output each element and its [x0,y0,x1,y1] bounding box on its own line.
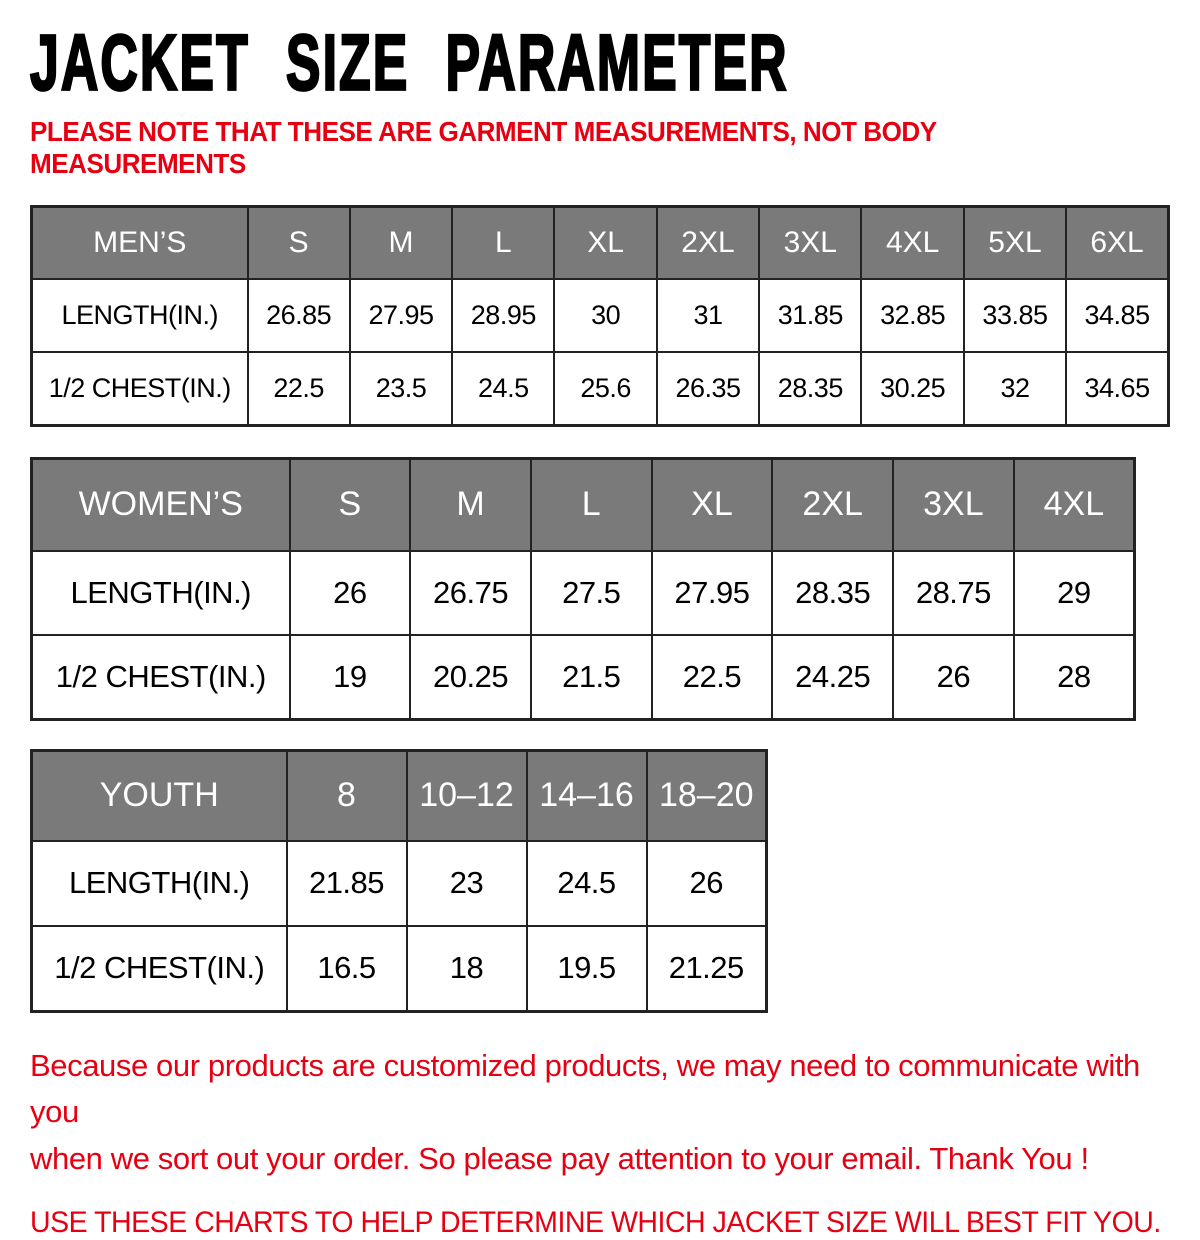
youth-header-row [32,750,767,841]
mens-size-value-cell: 31.85 [759,279,861,352]
mens-size-value-cell: 30 [554,279,656,352]
mens-size-value-cell: 26.85 [248,279,350,352]
mens-size-value-cell: 30.25 [861,352,963,426]
mens-size-table [30,205,1170,427]
customization-notice [30,1043,1170,1183]
youth-measurement-row [32,926,767,1012]
mens-size-column-header: S [248,206,350,279]
youth-size-column-header: 8 [287,750,407,841]
youth-size-value-cell: 21.85 [287,841,407,926]
note-line-1: PLEASE NOTE THAT THESE ARE GARMENT MEASUREMENTS, NOT BODY [30,116,937,147]
mens-size-column-header: 3XL [759,206,861,279]
youth-size-value-cell: 19.5 [527,926,647,1012]
mens-size-value-cell: 34.85 [1066,279,1168,352]
notice-line-1: Because our products are customized products, we may need to communicate with you [30,1047,1140,1130]
womens-size-column-header: S [290,458,411,551]
mens-size-value-cell: 34.65 [1066,352,1168,426]
mens-size-column-header: 6XL [1066,206,1168,279]
mens-size-value-cell: 32 [964,352,1066,426]
womens-size-value-cell: 22.5 [652,635,773,720]
mens-size-value-cell: 27.95 [350,279,452,352]
mens-size-column-header: 2XL [657,206,759,279]
womens-size-value-cell: 26 [893,635,1014,720]
mens-header-row [32,206,1169,279]
mens-measurement-row [32,352,1169,426]
womens-size-value-cell: 28 [1014,635,1135,720]
womens-row-label: LENGTH(IN.) [32,551,290,635]
mens-size-value-cell: 22.5 [248,352,350,426]
womens-size-value-cell: 24.25 [772,635,893,720]
mens-size-value-cell: 31 [657,279,759,352]
womens-size-column-header: 3XL [893,458,1014,551]
mens-size-value-cell: 32.85 [861,279,963,352]
youth-size-column-header: 18–20 [647,750,767,841]
mens-table-title: MEN’S [32,206,248,279]
youth-size-value-cell: 24.5 [527,841,647,926]
youth-measurement-row [32,841,767,926]
youth-table-title: YOUTH [32,750,287,841]
garment-measurement-note [30,116,1090,181]
womens-measurement-row [32,635,1135,720]
mens-size-value-cell: 28.35 [759,352,861,426]
womens-size-column-header: L [531,458,652,551]
mens-size-column-header: L [452,206,554,279]
mens-row-label: LENGTH(IN.) [32,279,248,352]
mens-size-column-header: 4XL [861,206,963,279]
womens-size-value-cell: 29 [1014,551,1135,635]
mens-measurement-row [32,279,1169,352]
youth-size-value-cell: 18 [407,926,527,1012]
womens-header-row [32,458,1135,551]
mens-size-value-cell: 24.5 [452,352,554,426]
womens-size-value-cell: 26.75 [410,551,531,635]
womens-size-value-cell: 28.35 [772,551,893,635]
womens-measurement-row [32,551,1135,635]
youth-size-value-cell: 23 [407,841,527,926]
womens-size-value-cell: 27.95 [652,551,773,635]
mens-size-value-cell: 33.85 [964,279,1066,352]
mens-size-column-header: M [350,206,452,279]
page-title: JACKET SIZE PARAMETER [30,18,789,107]
youth-size-column-header: 10–12 [407,750,527,841]
youth-row-label: 1/2 CHEST(IN.) [32,926,287,1012]
womens-size-column-header: 4XL [1014,458,1135,551]
womens-size-value-cell: 28.75 [893,551,1014,635]
womens-size-value-cell: 27.5 [531,551,652,635]
womens-size-value-cell: 20.25 [410,635,531,720]
mens-size-value-cell: 25.6 [554,352,656,426]
mens-row-label: 1/2 CHEST(IN.) [32,352,248,426]
mens-size-column-header: XL [554,206,656,279]
womens-size-value-cell: 21.5 [531,635,652,720]
womens-size-column-header: 2XL [772,458,893,551]
mens-size-value-cell: 23.5 [350,352,452,426]
mens-size-value-cell: 28.95 [452,279,554,352]
womens-row-label: 1/2 CHEST(IN.) [32,635,290,720]
youth-size-value-cell: 26 [647,841,767,926]
youth-row-label: LENGTH(IN.) [32,841,287,926]
youth-size-value-cell: 21.25 [647,926,767,1012]
womens-size-value-cell: 19 [290,635,411,720]
womens-size-column-header: XL [652,458,773,551]
chart-usage-hint: USE THESE CHARTS TO HELP DETERMINE WHICH JACKET SIZE WILL BEST FIT YOU. [30,1206,1161,1240]
youth-size-column-header: 14–16 [527,750,647,841]
womens-size-column-header: M [410,458,531,551]
womens-size-table [30,457,1136,721]
youth-size-value-cell: 16.5 [287,926,407,1012]
womens-table-title: WOMEN’S [32,458,290,551]
womens-size-value-cell: 26 [290,551,411,635]
mens-size-value-cell: 26.35 [657,352,759,426]
youth-size-table [30,749,768,1013]
note-line-2: MEASUREMENTS [30,148,246,180]
notice-line-2: when we sort out your order. So please pay attention to your email. Thank You ! [30,1140,1089,1176]
mens-size-column-header: 5XL [964,206,1066,279]
